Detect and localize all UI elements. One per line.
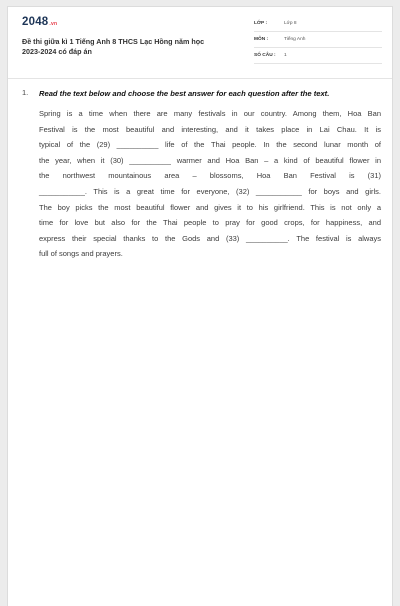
passage-line: full of songs and prayers. bbox=[39, 249, 123, 259]
logo-suffix-text: .vn bbox=[49, 21, 58, 27]
meta-row-question-count bbox=[254, 50, 382, 64]
meta-subject-value: Tiếng Anh bbox=[284, 37, 306, 42]
meta-subject-label: MÔN : bbox=[254, 37, 269, 42]
passage-line: Festival is the most beautiful and interesting, and it takes place in Lai Chau. It is bbox=[39, 124, 381, 134]
passage-line: typical of the (29) __________ life of the Thai people. In the second lunar month of bbox=[39, 140, 381, 150]
passage-line: time for love but also for the Thai people to pray for good crops, for happiness, and bbox=[39, 218, 381, 228]
meta-question-count-value: 1 bbox=[284, 53, 287, 58]
meta-class-label: LỚP : bbox=[254, 21, 268, 26]
question-number: 1. bbox=[22, 88, 29, 97]
meta-row-class bbox=[254, 18, 382, 32]
passage-line: ___________. This is a great time for everyone, (32) ___________ for boys and girls. bbox=[39, 186, 381, 196]
passage-line: Spring is a time when there are many festivals in our country. Among them, Hoa Ban bbox=[39, 109, 381, 118]
header-divider bbox=[8, 78, 392, 79]
meta-class-value: Lớp 8 bbox=[284, 21, 297, 26]
passage-line: the year, when it (30) __________ warmer and Hoa Ban – a kind of beautiful flower in bbox=[39, 155, 381, 165]
passage-line: the northwest mountainous area – blossoms, Hoa Ban Festival is (31) bbox=[39, 171, 381, 181]
site-logo[interactable] bbox=[22, 16, 57, 28]
meta-row-subject bbox=[254, 34, 382, 48]
logo-main-text: 2048 bbox=[22, 16, 49, 28]
reading-passage bbox=[39, 106, 381, 262]
document-title bbox=[22, 37, 237, 56]
question-instruction: Read the text below and choose the best answer for each question after the text. bbox=[39, 89, 330, 98]
passage-line: express their special thanks to the Gods and (33) __________. The festival is always bbox=[39, 233, 381, 243]
passage-line: The boy picks the most beautiful flower and gives it to his girlfriend. This is not only a bbox=[39, 202, 381, 212]
document-page bbox=[7, 6, 393, 606]
meta-question-count-label: SỐ CÂU : bbox=[254, 53, 276, 58]
document-title-line-2: 2023-2024 có đáp án bbox=[22, 46, 92, 56]
document-title-line-1: Đề thi giữa kì 1 Tiếng Anh 8 THCS Lạc Hồng năm học bbox=[22, 37, 205, 46]
